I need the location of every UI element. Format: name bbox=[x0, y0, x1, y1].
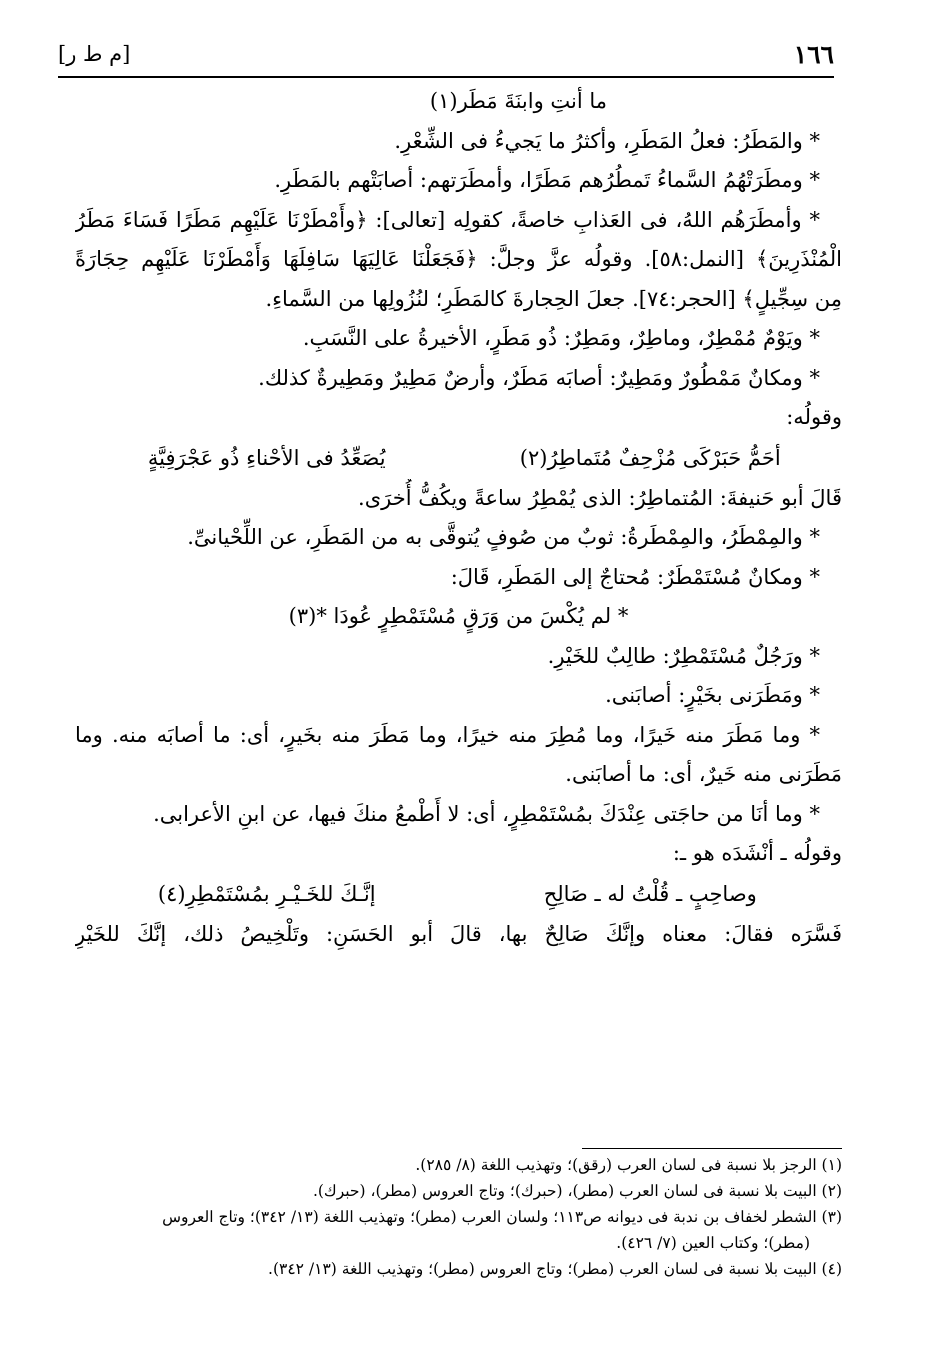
footnotes bbox=[75, 1152, 842, 1282]
verse-hemistich: وصاحِبٍ ـ قُلْتُ له ـ صَالِحِ bbox=[543, 881, 757, 906]
verse-line bbox=[75, 874, 842, 915]
header-rule bbox=[58, 76, 834, 78]
verse-hemistich: أحَمُّ حَبَرْكَى مُزْحِفٌ مُتَماطِرُ(٢) bbox=[519, 445, 781, 470]
text-line: * وأمطَرَهُم اللهُ، فى العَذابِ خاصةً، كقولِه [تعالى]: ﴿وأَمْطَرْنَا عَلَيْهِم مَطَرًا فَسَاءَ مَطَرُ bbox=[75, 207, 820, 232]
footnote-continuation: (مطر)؛ وكتاب العين (٧/ ٤٢٦). bbox=[616, 1234, 810, 1252]
footnote: (٤) البيت بلا نسبة فى لسان العرب (مطر)؛ وتاج العروس (مطر)؛ وتهذيب اللغة (١٣/ ٣٤٢). bbox=[268, 1260, 842, 1278]
text-line: وقولُه: bbox=[786, 405, 842, 429]
page-number: ١٦٦ bbox=[793, 40, 834, 69]
text-line: * وما أنَا من حاجَتى عِنْدَكَ بمُسْتَمْطِرٍ، أى: لا أَطْمعُ منكَ فيها، عن ابنِ الأعرابى. bbox=[153, 801, 820, 826]
text-line: * ومكانٌ مَمْطُورٌ ومَطِيرٌ: أصابَه مَطَرٌ، وأرضٌ مَطِيرٌ ومَطِيرةٌ كذلك. bbox=[258, 365, 820, 390]
text-line: مَطَرَنى منه خَيرٌ، أى: ما أصابَنى. bbox=[565, 762, 842, 786]
verse-hemistich: يُصَعِّدُ فى الأحْناءِ ذُو عَجْرَفِيَّةٍ bbox=[147, 445, 386, 470]
text-line: ما أنتِ وابنَةَ مَطَر(١) bbox=[429, 89, 608, 113]
footnote: (٢) البيت بلا نسبة فى لسان العرب (مطر)، (حبرك)؛ وتاج العروس (مطر)، (حبرك). bbox=[312, 1182, 842, 1200]
footnote: (٣) الشطر لخفاف بن ندبة فى ديوانه ص١١٣؛ ولسان العرب (مطر)؛ وتهذيب اللغة (١٣/ ٣٤٢)؛ وتاج العروس bbox=[162, 1208, 842, 1226]
footnote: (١) الرجز بلا نسبة فى لسان العرب (رقق)؛ وتهذيب اللغة (٨/ ٢٨٥). bbox=[415, 1156, 842, 1174]
text-line: * ورَجُلٌ مُسْتَمْطِرٌ: طالِبٌ للخَيْرِ. bbox=[547, 643, 820, 668]
running-head: [م ط ر] bbox=[58, 42, 131, 66]
footnote-rule bbox=[582, 1148, 842, 1149]
verse-line: * لم يُكْسَ من وَرَقٍ مُسْتَمْطِرٍ عُودَا *(٣) bbox=[288, 604, 629, 628]
text-line: * والمِمْطَرُ، والمِمْطَرةُ: ثوبٌ من صُوفٍ يُتوقَّى به من المَطَرِ، عن اللِّحْيانىِّ. bbox=[187, 525, 820, 549]
text-line: فَسَّرَه فقالَ: معناه وإنَّكَ صَالِحٌ بها، قالَ أبو الحَسَنِ: وتَلْخِيصُ ذلك، إنَّكَ للخَيْرِ bbox=[75, 921, 842, 946]
text-line: وقولُه ـ أنْشَدَه هو ـ: bbox=[672, 841, 842, 865]
text-line: * وما مَطَرَ منه خَيرًا، وما مُطِرَ منه خيرًا، وما مَطَرَ منه بخَيرٍ، أى: ما أصابَه منه. وما bbox=[75, 722, 820, 747]
text-line: * ومطَرَتْهُمُ السَّماءُ تَمطُرُهم مَطَرًا، وأمطَرَتهم: أصابَتْهم بالمَطَرِ. bbox=[274, 168, 820, 192]
text-line: قَالَ أبو حَنيفةَ: المُتماطِرُ: الذى يُمْطِرُ ساعةً ويكُفُّ أُخرَى. bbox=[358, 485, 842, 510]
main-text bbox=[75, 82, 842, 954]
text-line: * ومكانٌ مُسْتَمْطَرٌ: مُحتاجٌ إلى المَطَرِ، قَالَ: bbox=[450, 564, 820, 589]
page-header bbox=[58, 40, 834, 74]
verse-hemistich: إنَّـكَ للخَـيْـرِ بمُسْتَمْطِرِ(٤) bbox=[157, 881, 376, 906]
text-line: الْمُنْذَرِينَ﴾ [النمل:٥٨]. وقولُه عزَّ وجلَّ: ﴿فَجَعَلْنَا عَالِيَهَا سَافِلَهَا وَأَمْطَرْنَا عَلَيْهِم حِجَارَةً bbox=[75, 247, 842, 271]
text-line: * ومَطَرَنى بخَيْرٍ: أصابَنى. bbox=[605, 683, 820, 707]
text-line: مِن سِجِّيلٍ﴾ [الحجر:٧٤]. جعلَ الحِجارةَ كالمَطَرِ؛ لنُزُولِها من السَّماءِ. bbox=[265, 286, 842, 311]
text-line: * والمَطَرُ: فعلُ المَطَرِ، وأكثرُ ما يَجيءُ فى الشِّعْرِ. bbox=[394, 128, 820, 153]
verse-line bbox=[75, 438, 842, 479]
text-line: * ويَوْمٌ مُمْطِرٌ، وماطِرٌ، ومَطِرٌ: ذُو مَطَرٍ، الأخيرةُ على النَّسَبِ. bbox=[302, 326, 820, 350]
